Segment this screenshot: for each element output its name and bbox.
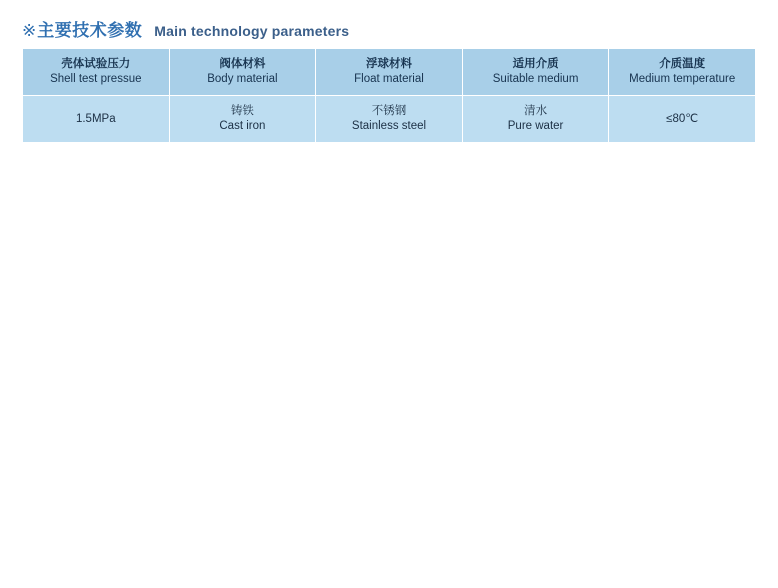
cell-value-en: Stainless steel — [351, 120, 427, 132]
header-label-cn: 阀体材料 — [219, 58, 266, 70]
table-cell-body-material — [169, 96, 316, 143]
table-row — [23, 96, 756, 143]
table-cell-suitable-medium — [462, 96, 609, 143]
table-header-cell-shell-test-pressure — [23, 49, 170, 96]
header-label-cn: 介质温度 — [659, 58, 706, 70]
reference-mark-icon: ※ — [22, 21, 37, 40]
table-cell-medium-temperature — [609, 96, 756, 143]
header-label-en: Medium temperature — [629, 73, 736, 85]
table-header-row — [23, 49, 756, 96]
cell-value-en: Pure water — [507, 120, 564, 132]
cell-value: 1.5MPa — [75, 112, 116, 125]
page-title-cn: 主要技术参数 — [37, 21, 143, 40]
cell-value: ≤80℃ — [666, 112, 699, 125]
table-cell-shell-test-pressure — [23, 96, 170, 143]
table-header-cell-float-material — [316, 49, 463, 96]
header-label-en: Shell test pressue — [50, 73, 142, 85]
main-technology-parameters-table — [22, 48, 756, 143]
header-label-cn: 壳体试验压力 — [61, 58, 131, 70]
header-label-cn: 浮球材料 — [365, 58, 412, 70]
cell-value-cn: 不锈钢 — [371, 105, 407, 117]
header-label-en: Float material — [354, 73, 424, 85]
section-heading — [22, 16, 349, 41]
table-header-cell-body-material — [169, 49, 316, 96]
page-title-en: Main technology parameters — [154, 23, 350, 39]
header-label-en: Suitable medium — [492, 73, 579, 85]
table-header-cell-suitable-medium — [462, 49, 609, 96]
table-header-cell-medium-temperature — [609, 49, 756, 96]
cell-value-cn: 铸铁 — [230, 105, 254, 117]
header-label-cn: 适用介质 — [512, 58, 559, 70]
table-cell-float-material — [316, 96, 463, 143]
cell-value-en: Cast iron — [219, 120, 266, 132]
header-label-en: Body material — [207, 73, 278, 85]
cell-value-cn: 清水 — [524, 105, 548, 117]
